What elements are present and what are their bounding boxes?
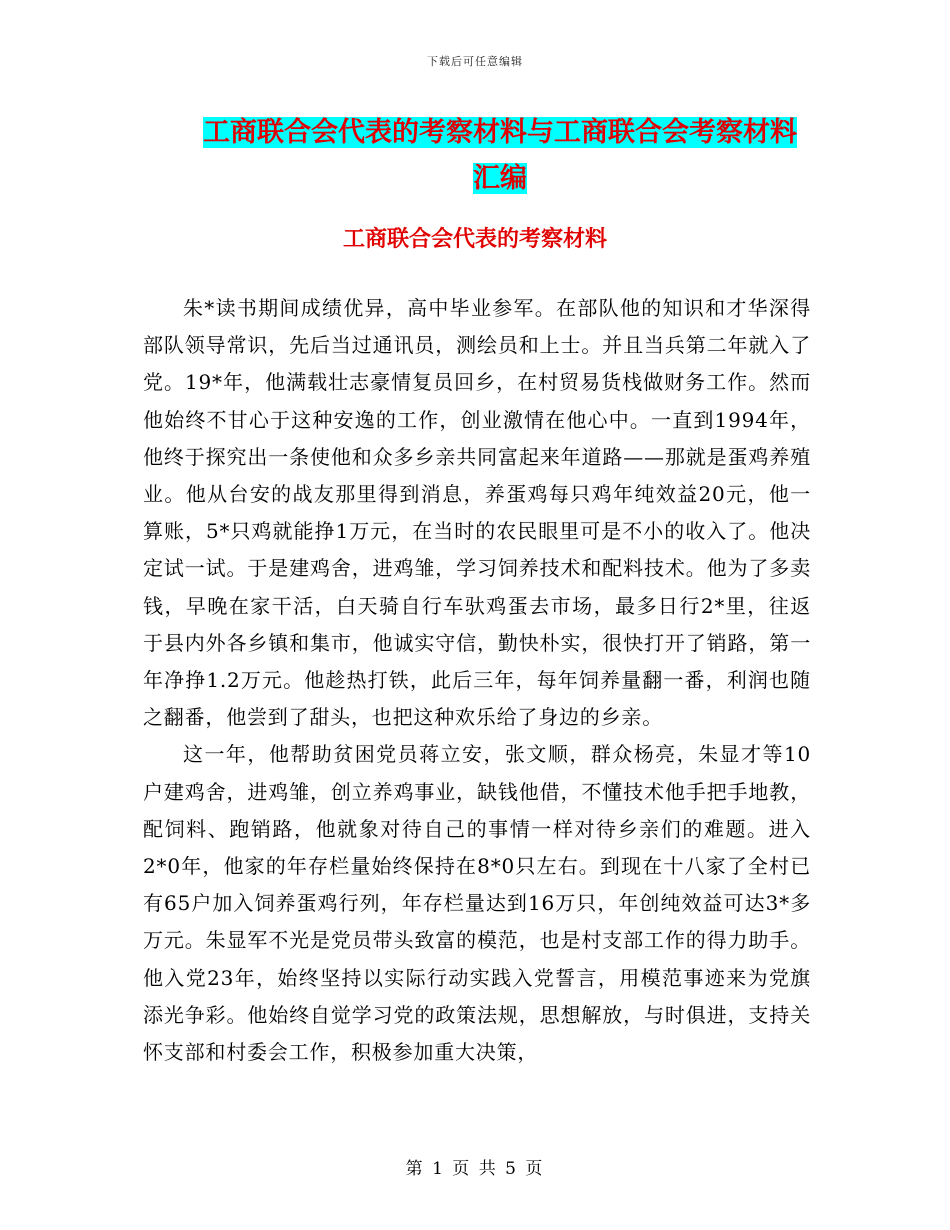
document-title-text: 工商联合会代表的考察材料与工商联合会考察材料汇编	[203, 117, 797, 194]
body-text	[143, 290, 811, 1071]
page-number: 第 1 页 共 5 页	[405, 1159, 545, 1179]
paragraph: 这一年，他帮助贫困党员蒋立安，张文顺，群众杨亮，朱显才等10户建鸡舍，进鸡雏，创立养鸡事业，缺钱他借，不懂技术他手把手地教，配饲料、跑销路，他就象对待自己的事情一样对待乡亲们的难题。进入2*0年，他家的年存栏量始终保持在8*0只左右。到现在十八家了全村已有65户加入饲养蛋鸡行列，年存栏量达到16万只，年创纯效益可达3*多万元。朱显军不光是党员带头致富的模范，也是村支部工作的得力助手。他入党23年，始终坚持以实际行动实践入党誓言，用模范事迹来为党旗添光争彩。他始终自觉学习党的政策法规，思想解放，与时俱进，支持关怀支部和村委会工作，积极参加重大决策，	[143, 742, 811, 1065]
document-title	[190, 110, 810, 202]
paragraph: 朱*读书期间成绩优异，高中毕业参军。在部队他的知识和才华深得部队领导常识，先后当过通讯员，测绘员和上士。并且当兵第二年就入了党。19*年，他满载壮志豪情复员回乡，在村贸易货栈做财务工作。然而他始终不甘心于这种安逸的工作，创业激情在他心中。一直到1994年，他终于探究出一条使他和众多乡亲共同富起来年道路——那就是蛋鸡养殖业。他从台安的战友那里得到消息，养蛋鸡每只鸡年纯效益20元，他一算账，5*只鸡就能挣1万元，在当时的农民眼里可是不小的收入了。他决定试一试。于是建鸡舍，进鸡雏，学习饲养技术和配料技术。他为了多卖钱，早晚在家干活，白天骑自行车驮鸡蛋去市场，最多日行2*里，往返于县内外各乡镇和集市，他诚实守信，勤快朴实，很快打开了销路，第一年净挣1.2万元。他趁热打铁，此后三年，每年饲养量翻一番，利润也随之翻番，他尝到了甜头，也把这种欢乐给了身边的乡亲。	[143, 296, 811, 730]
section-title: 工商联合会代表的考察材料	[342, 226, 607, 252]
header-note: 下载后可任意编辑	[427, 55, 523, 68]
